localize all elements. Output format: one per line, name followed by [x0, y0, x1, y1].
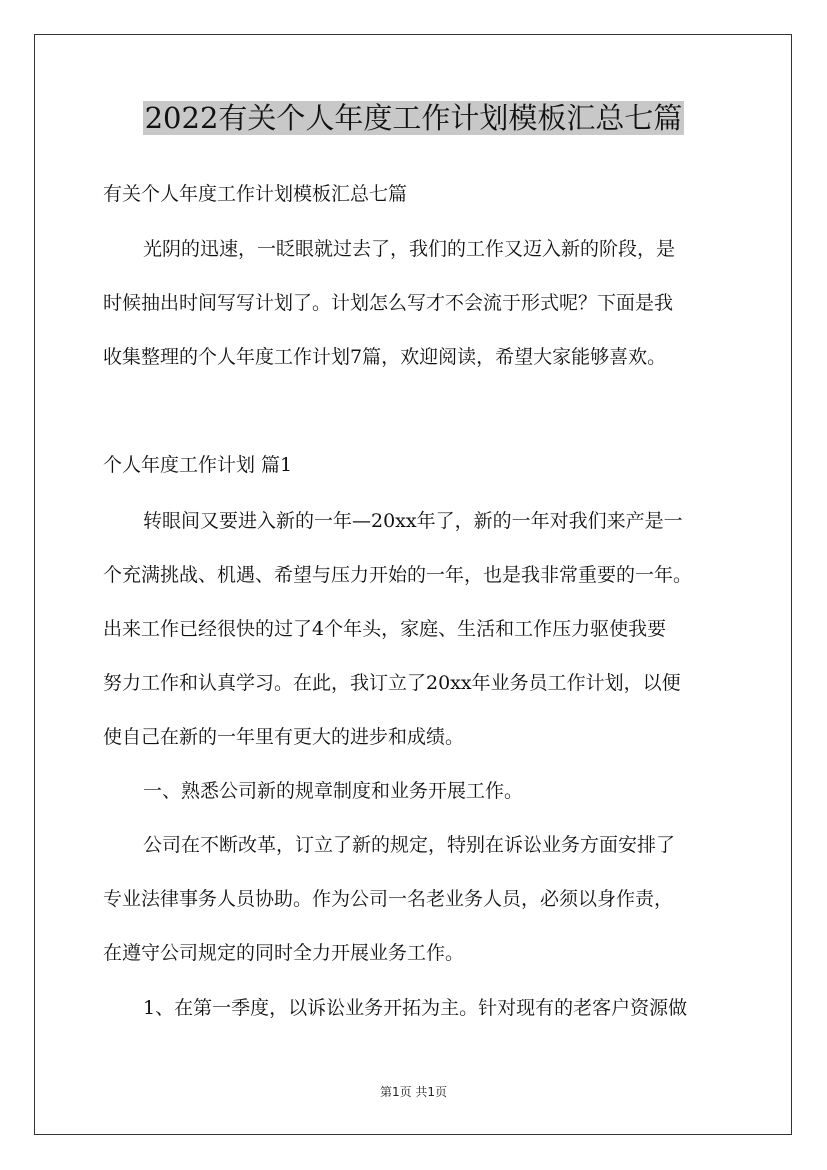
document-subtitle: 有关个人年度工作计划模板汇总七篇	[103, 183, 408, 205]
document-title	[0, 98, 827, 138]
intro-line: 时候抽出时间写写计划了。计划怎么写才不会流于形式呢？下面是我	[103, 292, 674, 314]
section-line: 在遵守公司规定的同时全力开展业务工作。	[103, 942, 465, 964]
section-line: 个充满挑战、机遇、希望与压力开始的一年，也是我非常重要的一年。	[103, 564, 693, 586]
section-line: 转眼间又要进入新的一年—20xx年了，新的一年对我们来产是一	[143, 510, 683, 532]
section-line: 专业法律事务人员协助。作为公司一名老业务人员，必须以身作责，	[103, 888, 674, 910]
section-line: 一、熟悉公司新的规章制度和业务开展工作。	[143, 780, 524, 802]
page-number-footer: 第1页 共1页	[379, 1085, 448, 1099]
section-line: 努力工作和认真学习。在此，我订立了20xx年业务员工作计划，以便	[103, 672, 681, 694]
section-line: 1、在第一季度，以诉讼业务开拓为主。针对现有的老客户资源做	[143, 997, 688, 1019]
section-line: 使自己在新的一年里有更大的进步和成绩。	[103, 726, 465, 748]
section-line: 出来工作已经很快的过了4个年头，家庭、生活和工作压力驱使我要	[103, 618, 667, 640]
section-line: 公司在不断改革，订立了新的规定，特别在诉讼业务方面安排了	[143, 834, 676, 856]
intro-line: 收集整理的个人年度工作计划7篇，欢迎阅读，希望大家能够喜欢。	[103, 346, 667, 368]
intro-line: 光阴的迅速，一眨眼就过去了，我们的工作又迈入新的阶段，是	[143, 238, 676, 260]
document-title-text: 2022有关个人年度工作计划模板汇总七篇	[144, 101, 683, 135]
section-heading: 个人年度工作计划 篇1	[103, 454, 293, 476]
